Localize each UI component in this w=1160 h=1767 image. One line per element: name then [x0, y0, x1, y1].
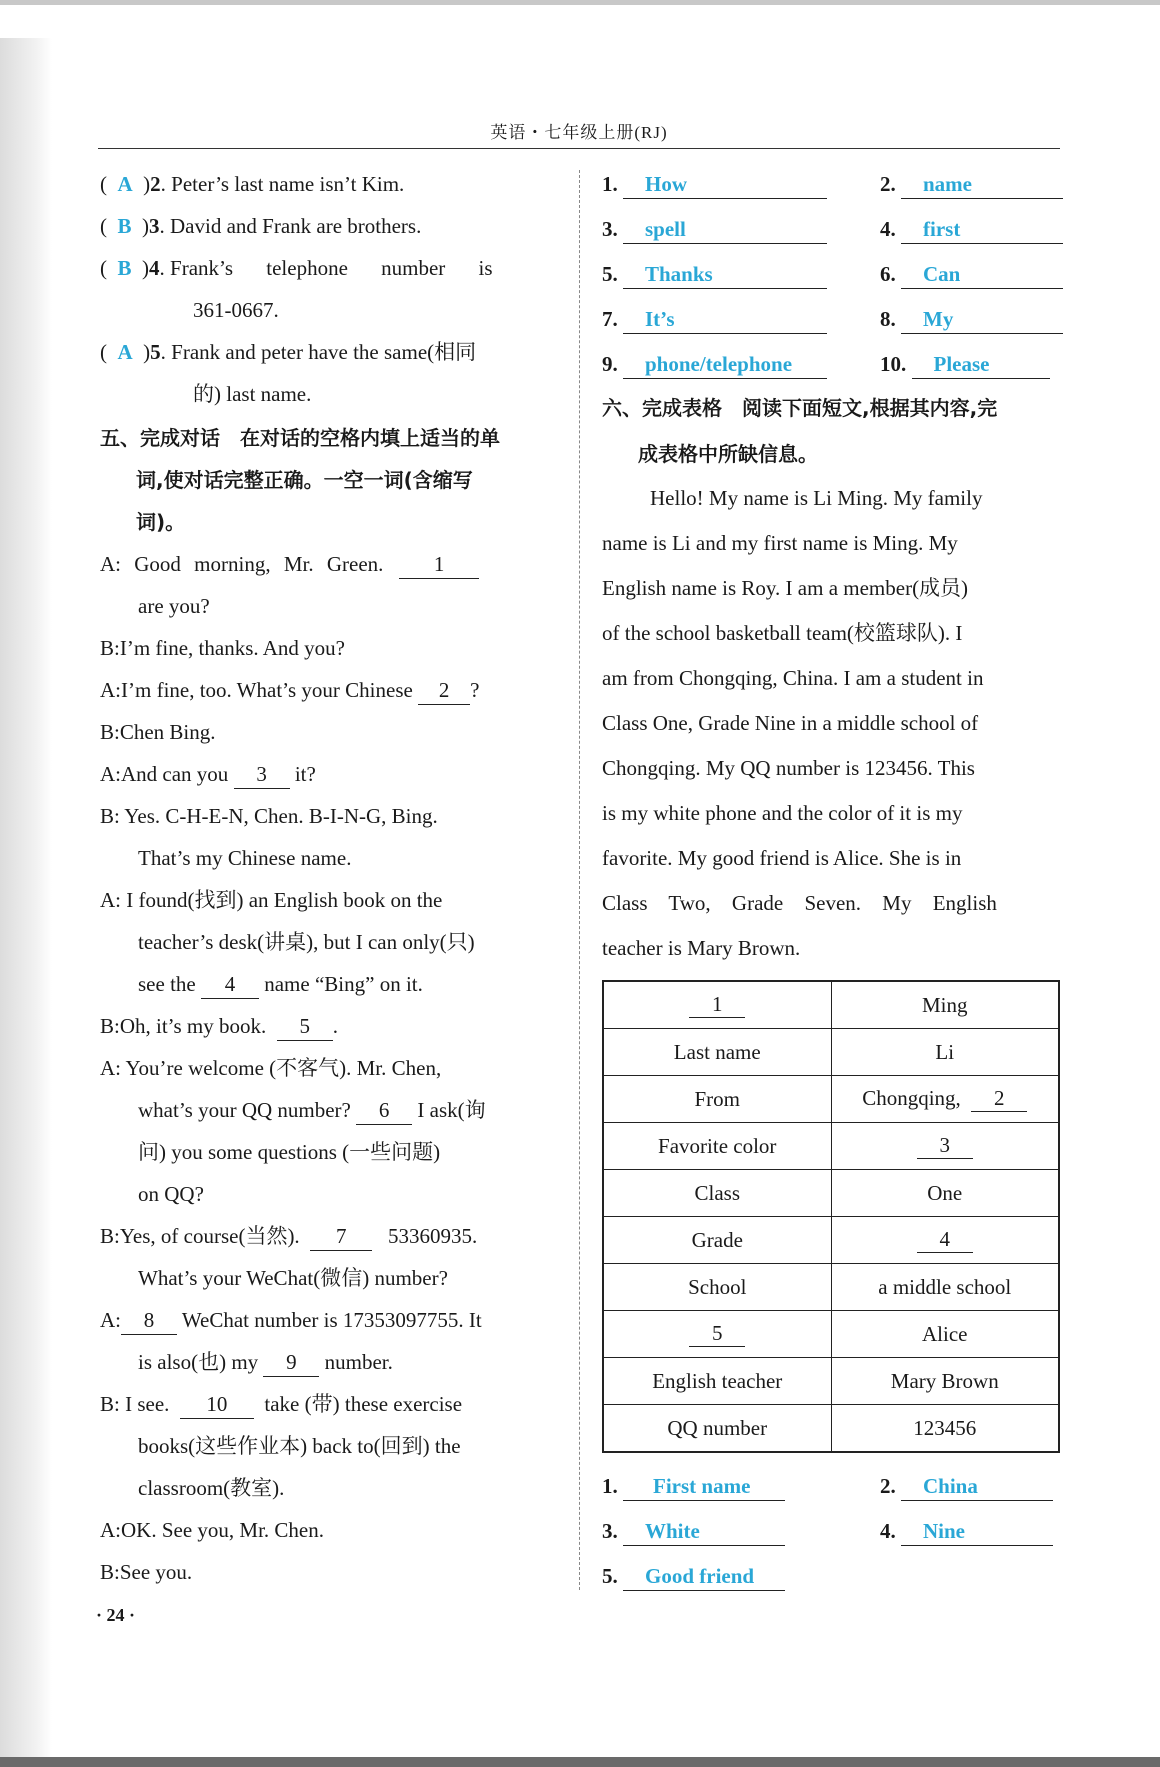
header-rule: [98, 148, 1060, 149]
table-cell: Alice: [831, 1311, 1059, 1358]
tf-item-5-cont: 的) last name.: [193, 382, 312, 406]
table-cell: Class: [603, 1170, 831, 1217]
answer-letter: A: [117, 172, 133, 196]
table-row: [603, 1029, 1059, 1076]
dialog-line-6b: That’s my Chinese name.: [138, 846, 352, 870]
page-binding-shadow: [0, 38, 52, 1758]
table-cell: Favorite color: [603, 1123, 831, 1170]
answer5-10: 10. Please: [880, 350, 1050, 379]
scan-top-edge: [0, 0, 1160, 5]
dialog-line-9: A: You’re welcome (不客气). Mr. Chen,: [100, 1056, 442, 1080]
answer5-7: 7. It’s: [602, 305, 827, 334]
table-cell: From: [603, 1076, 831, 1123]
dialog-line-9d: on QQ?: [138, 1182, 204, 1206]
blank-6: 6: [356, 1096, 412, 1125]
blank-3: 3: [234, 760, 290, 789]
dialog-line-11: A: 8 WeChat number is 17353097755. It: [100, 1306, 482, 1335]
section5-title-2: 词,使对话完整正确。一空一词(含缩写: [136, 468, 473, 492]
answer5-8: 8. My: [880, 305, 1063, 334]
scan-bottom-edge: [0, 1757, 1160, 1767]
answer-letter: A: [117, 340, 133, 364]
dialog-line-4: B:Chen Bing.: [100, 720, 216, 744]
blank-4: 4: [201, 970, 259, 999]
section5-title-3: 词)。: [136, 510, 186, 534]
passage-line-11: teacher is Mary Brown.: [602, 936, 801, 960]
dialog-line-7c: see the 4 name “Bing” on it.: [138, 970, 423, 999]
answer5-5: 5. Thanks: [602, 260, 827, 289]
table-cell: Grade: [603, 1217, 831, 1264]
answer5-9: 9. phone/telephone: [602, 350, 827, 379]
dialog-line-12c: books(这些作业本) back to(回到) the: [138, 1434, 461, 1458]
table-row: [603, 981, 1059, 1029]
section6-title-1: 六、完成表格 阅读下面短文,根据其内容,完: [602, 396, 998, 420]
table-cell: a middle school: [831, 1264, 1059, 1311]
blank-9: 9: [263, 1348, 319, 1377]
blank-10: 10: [180, 1390, 254, 1419]
passage-line-5: am from Chongqing, China. I am a student in: [602, 666, 984, 690]
blank-7: 7: [310, 1222, 372, 1251]
passage-line-1: Hello! My name is Li Ming. My family: [650, 486, 983, 510]
blank-5: 5: [277, 1012, 333, 1041]
table-row: [603, 1170, 1059, 1217]
table-cell: 5: [603, 1311, 831, 1358]
page-header-title: 英语・七年级上册(RJ): [490, 123, 668, 142]
table-row: [603, 1311, 1059, 1358]
tf-item-3: ( B )3. David and Frank are brothers.: [100, 214, 422, 238]
dialog-line-7: A: I found(找到) an English book on the: [100, 888, 443, 912]
dialog-line-9c: 问) you some questions (一些问题): [138, 1140, 441, 1164]
passage-line-9: favorite. My good friend is Alice. She is in: [602, 846, 962, 870]
dialog-line-12d: classroom(教室).: [138, 1476, 285, 1500]
tf-item-4-cont: 361-0667.: [193, 298, 279, 322]
answer6-2: 2. China: [880, 1472, 1053, 1501]
passage-line-8: is my white phone and the color of it is my: [602, 801, 963, 825]
dialog-line-13: A:OK. See you, Mr. Chen.: [100, 1518, 324, 1542]
answer6-1: 1. First name: [602, 1472, 785, 1501]
table-row: [603, 1123, 1059, 1170]
answer6-4: 4. Nine: [880, 1517, 1053, 1546]
dialog-line-5: A:And can you 3 it?: [100, 760, 316, 789]
dialog-line-8: B:Oh, it’s my book. 5 .: [100, 1012, 338, 1041]
table-cell: English teacher: [603, 1358, 831, 1405]
dialog-line-3: A:I’m fine, too. What’s your Chinese 2 ?: [100, 676, 479, 705]
passage-line-3: English name is Roy. I am a member(成员): [602, 576, 969, 600]
answer6-5: 5. Good friend: [602, 1562, 785, 1591]
table-cell: 1: [603, 981, 831, 1029]
answer5-3: 3. spell: [602, 215, 827, 244]
table-cell: 123456: [831, 1405, 1059, 1453]
section6-title-2: 成表格中所缺信息。: [638, 442, 818, 466]
blank-2: 2: [418, 676, 470, 705]
dialog-line-1: A: Good morning, Mr. Green. 1: [100, 550, 479, 579]
answer5-4: 4. first: [880, 215, 1063, 244]
table-cell: Last name: [603, 1029, 831, 1076]
dialog-line-14: B:See you.: [100, 1560, 193, 1584]
table-cell: QQ number: [603, 1405, 831, 1453]
dialog-line-6: B: Yes. C-H-E-N, Chen. B-I-N-G, Bing.: [100, 804, 438, 828]
answer5-1: 1. How: [602, 170, 827, 199]
table-cell: Li: [831, 1029, 1059, 1076]
passage-line-10: Class Two, Grade Seven. My English: [602, 891, 997, 915]
dialog-line-10: B:Yes, of course(当然). 7 53360935.: [100, 1222, 477, 1251]
table-cell: School: [603, 1264, 831, 1311]
section5-title-1: 五、完成对话 在对话的空格内填上适当的单: [100, 426, 500, 450]
table-row: [603, 1358, 1059, 1405]
answer5-2: 2. name: [880, 170, 1063, 199]
table-cell: 4: [831, 1217, 1059, 1264]
table-row: [603, 1217, 1059, 1264]
info-table: [602, 980, 1060, 1453]
answer-letter: B: [117, 256, 132, 280]
blank-1: 1: [399, 550, 479, 579]
table-cell: 3: [831, 1123, 1059, 1170]
answer5-6: 6. Can: [880, 260, 1063, 289]
tf-item-2: ( A )2. Peter’s last name isn’t Kim.: [100, 172, 405, 196]
column-divider: [579, 170, 580, 1590]
tf-item-5: ( A )5. Frank and peter have the same(相同: [100, 340, 477, 364]
answer6-3: 3. White: [602, 1517, 785, 1546]
answer-letter: B: [117, 214, 132, 238]
dialog-line-12: B: I see. 10 take (带) these exercise: [100, 1390, 462, 1419]
passage-line-6: Class One, Grade Nine in a middle school of: [602, 711, 979, 735]
passage-line-2: name is Li and my first name is Ming. My: [602, 531, 958, 555]
table-cell: Mary Brown: [831, 1358, 1059, 1405]
table-row: [603, 1264, 1059, 1311]
dialog-line-2: B:I’m fine, thanks. And you?: [100, 636, 345, 660]
blank-8: 8: [121, 1306, 177, 1335]
tf-item-4: ( B )4. Frank’s telephone number is: [100, 256, 493, 280]
table-cell: Ming: [831, 981, 1059, 1029]
table-cell: Chongqing, 2: [831, 1076, 1059, 1123]
dialog-line-11c: is also(也) my 9 number.: [138, 1348, 393, 1377]
table-row: [603, 1405, 1059, 1453]
table-row: [603, 1076, 1059, 1123]
page-number: · 24 ·: [96, 1605, 136, 1625]
table-cell: One: [831, 1170, 1059, 1217]
dialog-line-7b: teacher’s desk(讲桌), but I can only(只): [138, 930, 475, 954]
dialog-line-9b: what’s your QQ number? 6 I ask(询: [138, 1096, 486, 1125]
dialog-line-1b: are you?: [138, 594, 210, 618]
passage-line-7: Chongqing. My QQ number is 123456. This: [602, 756, 975, 780]
passage-line-4: of the school basketball team(校篮球队). I: [602, 621, 963, 645]
dialog-line-10c: What’s your WeChat(微信) number?: [138, 1266, 448, 1290]
